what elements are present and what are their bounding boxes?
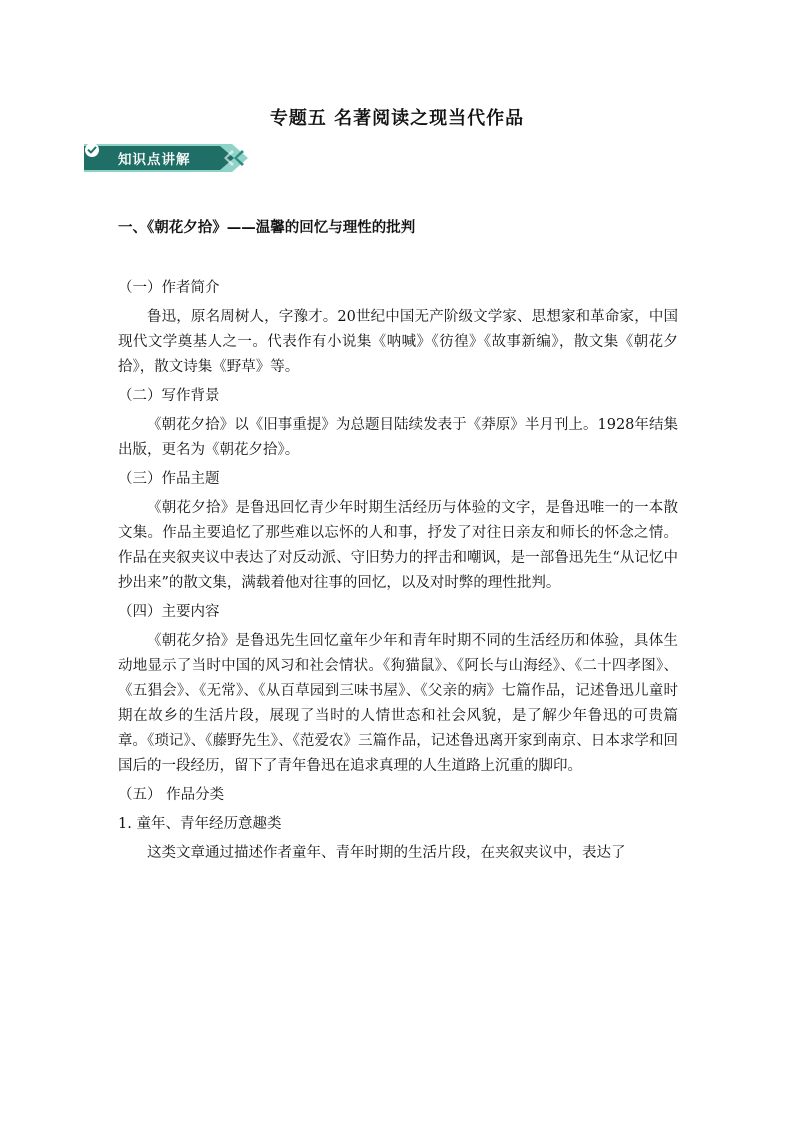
subsection-heading: （一）作者简介	[118, 280, 220, 296]
subsection-heading: （二）写作背景	[118, 388, 220, 404]
check-circle-icon	[84, 142, 100, 158]
subsection-heading: （四）主要内容	[118, 604, 220, 620]
paragraph: 鲁迅，原名周树人，字豫才。20世纪中国无产阶级文学家、思想家和革命家，中国现代文学奠基人之一。代表作有小说集《呐喊》《彷徨》《故事新编》，散文集《朝花夕拾》，散文诗集《野草》等。	[118, 309, 678, 375]
subsection-heading: （三）作品主题	[118, 471, 220, 487]
section-heading: 一、《朝花夕拾》——温馨的回忆与理性的批判	[118, 220, 416, 236]
banner-label: 知识点讲解	[118, 152, 191, 168]
paragraph: 这类文章通过描述作者童年、青年时期的生活片段，在夹叙夹议中，表达了	[147, 845, 626, 861]
subsection-heading: （五） 作品分类	[118, 787, 225, 803]
paragraph: 《朝花夕拾》以《旧事重提》为总题目陆续发表于《莽原》半月刊上。1928年结集出版，更名为《朝花夕拾》。	[118, 417, 678, 458]
paragraph: 《朝花夕拾》是鲁迅先生回忆童年少年和青年时期不同的生活经历和体验，具体生动地显示了当时中国的风习和社会情状。《狗猫鼠》、《阿长与山海经》、《二十四孝图》、《五猖会》、《无常》、《从百草园到三味书屋》、《父亲的病》七篇作品，记述鲁迅儿童时期在故乡的生活片段，展现了当时的人情世态和社会风貌，是了解少年鲁迅的可贵篇章。《琐记》、《藤野先生》、《范爱农》三篇作品，记述鲁迅离开家到南京、日本求学和回国后的一段经历，留下了青年鲁迅在追求真理的人生道路上沉重的脚印。	[118, 633, 678, 774]
subsection-heading: 1. 童年、青年经历意趣类	[118, 816, 282, 832]
document-body	[118, 276, 678, 866]
page-title: 专题五 名著阅读之现当代作品	[269, 108, 525, 129]
paragraph: 《朝花夕拾》是鲁迅回忆青少年时期生活经历与体验的文字，是鲁迅唯一的一本散文集。作品主要追忆了那些难以忘怀的人和事，抒发了对往日亲友和师长的怀念之情。作品在夹叙夹议中表达了对反动派、守旧势力的抨击和嘲讽，是一部鲁迅先生“从记忆中抄出来”的散文集，满载着他对往事的回忆，以及对时弊的理性批判。	[118, 500, 678, 591]
section-banner	[84, 142, 254, 174]
